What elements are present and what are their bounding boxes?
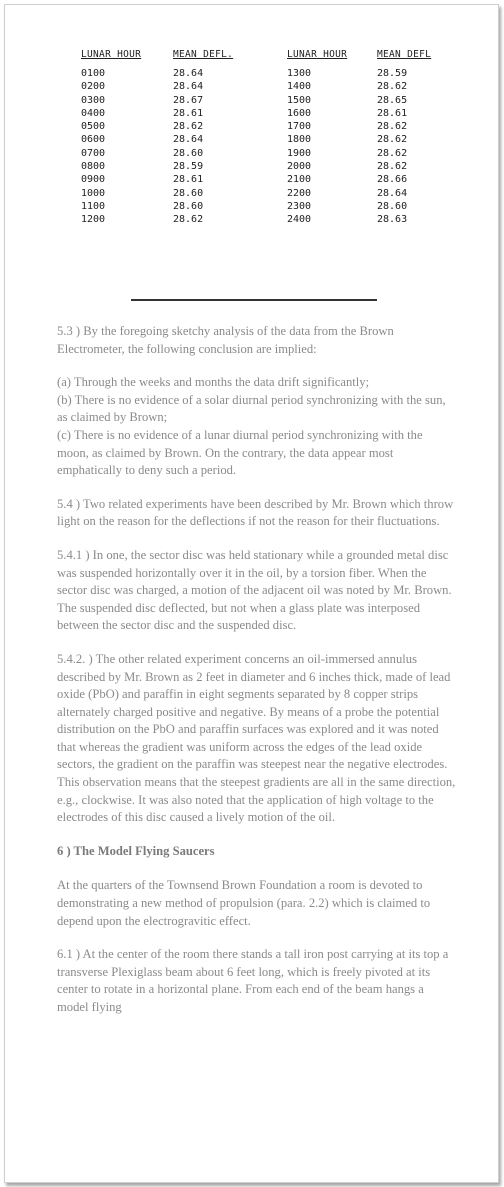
table-cell: 28.62: [377, 121, 408, 133]
table-cell: 28.61: [173, 174, 204, 186]
conclusion-c: (c) There is no evidence of a lunar diurnal period synchronizing with the moon, as claimed by Brown. On the contrary, the data appear most emphatically to deny such a period.: [57, 427, 423, 478]
document-page: [4, 4, 499, 1183]
column-header: LUNAR HOUR: [81, 49, 142, 60]
column-header: MEAN DEFL.: [173, 49, 234, 60]
column-header: MEAN DEFL: [377, 49, 432, 60]
table-cell: 1500: [287, 94, 312, 106]
table-cell: 0800: [81, 161, 106, 173]
table-cell: 28.66: [377, 174, 408, 186]
table-cell: 28.64: [173, 68, 204, 79]
column-mean-defl-right: [377, 49, 431, 227]
table-cell: 28.64: [173, 134, 204, 146]
table-cell: 28.62: [173, 121, 204, 133]
column-mean-defl-left: [173, 49, 233, 227]
table-cell: 0200: [81, 81, 106, 93]
table-cell: 2400: [287, 214, 312, 226]
section-divider: [131, 299, 377, 301]
table-cell: 28.60: [173, 147, 204, 159]
table-cell: 1600: [287, 107, 312, 119]
table-cell: 2200: [287, 187, 312, 199]
table-cell: 28.65: [377, 94, 408, 106]
table-cell: 28.62: [377, 161, 408, 173]
paragraph-5-4-2: 5.4.2. ) The other related experiment concerns an oil-immersed annulus described by Mr. Brown as 2 feet in diameter and 6 inches thick, made of lead oxide (PbO) and paraffin in eight segments separated by 8 copper strips alternately charged positive and negative. By means of a probe the potential distribution on the PbO and paraffin surfaces was explored and it was noted that whereas the gradient was uniform across the edges of the lead oxide sectors, the gradient on the paraffin was steepest near the negative electrodes. This observation means that the steepest gradients are all in the same direction, e.g., clockwise. It was also noted that the application of high voltage to the electrodes of this disc caused a lively motion of the oil.: [57, 651, 456, 825]
column-lunar-hour-left: [81, 49, 141, 227]
table-cell: 0900: [81, 174, 106, 186]
table-cell: 0700: [81, 147, 106, 159]
table-cell: 1200: [81, 214, 106, 226]
table-cell: 0400: [81, 107, 106, 119]
table-cell: 28.64: [377, 187, 408, 199]
table-cell: 28.62: [377, 81, 408, 93]
table-cell: 1400: [287, 81, 312, 93]
table-cell: 1100: [81, 200, 106, 212]
table-cell: 0100: [81, 68, 106, 79]
table-cell: 28.60: [173, 187, 204, 199]
paragraph-5-4: 5.4 ) Two related experiments have been described by Mr. Brown which throw light on the reason for the deflections if not the reason for their fluctuations.: [57, 496, 454, 529]
column-header: LUNAR HOUR: [287, 49, 348, 60]
conclusion-a: (a) Through the weeks and months the data drift significantly;: [57, 375, 370, 390]
section-heading: 6 ) The Model Flying Saucers: [57, 843, 215, 858]
table-cell: 28.62: [377, 134, 408, 146]
paragraph-6: At the quarters of the Townsend Brown Foundation a room is devoted to demonstrating a new method of propulsion (para. 2.2) which is claimed to depend upon the electrogravitic effect.: [57, 878, 431, 928]
table-cell: 1300: [287, 68, 312, 79]
paragraph-5-4-1: 5.4.1 ) In one, the sector disc was held stationary while a grounded metal disc was suspended horizontally over it in the oil, by a torsion fiber. When the sector disc was charged, a motion of the adjacent oil was noted by Mr. Brown. The suspended disc deflected, but not when a glass plate was interposed between the sector disc and the suspended disc.: [57, 547, 452, 633]
table-cell: 1900: [287, 147, 312, 159]
table-cell: 2000: [287, 161, 312, 173]
paragraph-5-3: 5.3 ) By the foregoing sketchy analysis of the data from the Brown Electrometer, the following conclusion are implied:: [57, 324, 394, 356]
table-cell: 28.63: [377, 214, 408, 226]
table-cell: 28.61: [377, 107, 408, 119]
table-cell: 1800: [287, 134, 312, 146]
table-cell: 28.64: [173, 81, 204, 93]
body-text: [57, 323, 457, 1033]
table-cell: 2100: [287, 174, 312, 186]
table-cell: 28.60: [173, 200, 204, 212]
table-cell: 0600: [81, 134, 106, 146]
table-cell: 1000: [81, 187, 106, 199]
column-lunar-hour-right: [287, 49, 347, 227]
conclusion-b: (b) There is no evidence of a solar diurnal period synchronizing with the sun, as claimed by Brown;: [57, 392, 446, 425]
table-cell: 28.67: [173, 94, 204, 106]
table-cell: 0300: [81, 94, 106, 106]
table-cell: 28.60: [377, 200, 408, 212]
table-cell: 28.62: [173, 214, 204, 226]
table-cell: 28.59: [377, 68, 408, 79]
paragraph-6-1: 6.1 ) At the center of the room there stands a tall iron post carrying at its top a transverse Plexiglass beam about 6 feet long, which is freely pivoted at its center to rotate in a horizontal plane. From each end of the beam hangs a model flying: [57, 947, 449, 1014]
table-cell: 28.61: [173, 107, 204, 119]
table-cell: 28.59: [173, 161, 204, 173]
table-cell: 1700: [287, 121, 312, 133]
table-cell: 28.62: [377, 147, 408, 159]
table-cell: 2300: [287, 200, 312, 212]
table-cell: 0500: [81, 121, 106, 133]
